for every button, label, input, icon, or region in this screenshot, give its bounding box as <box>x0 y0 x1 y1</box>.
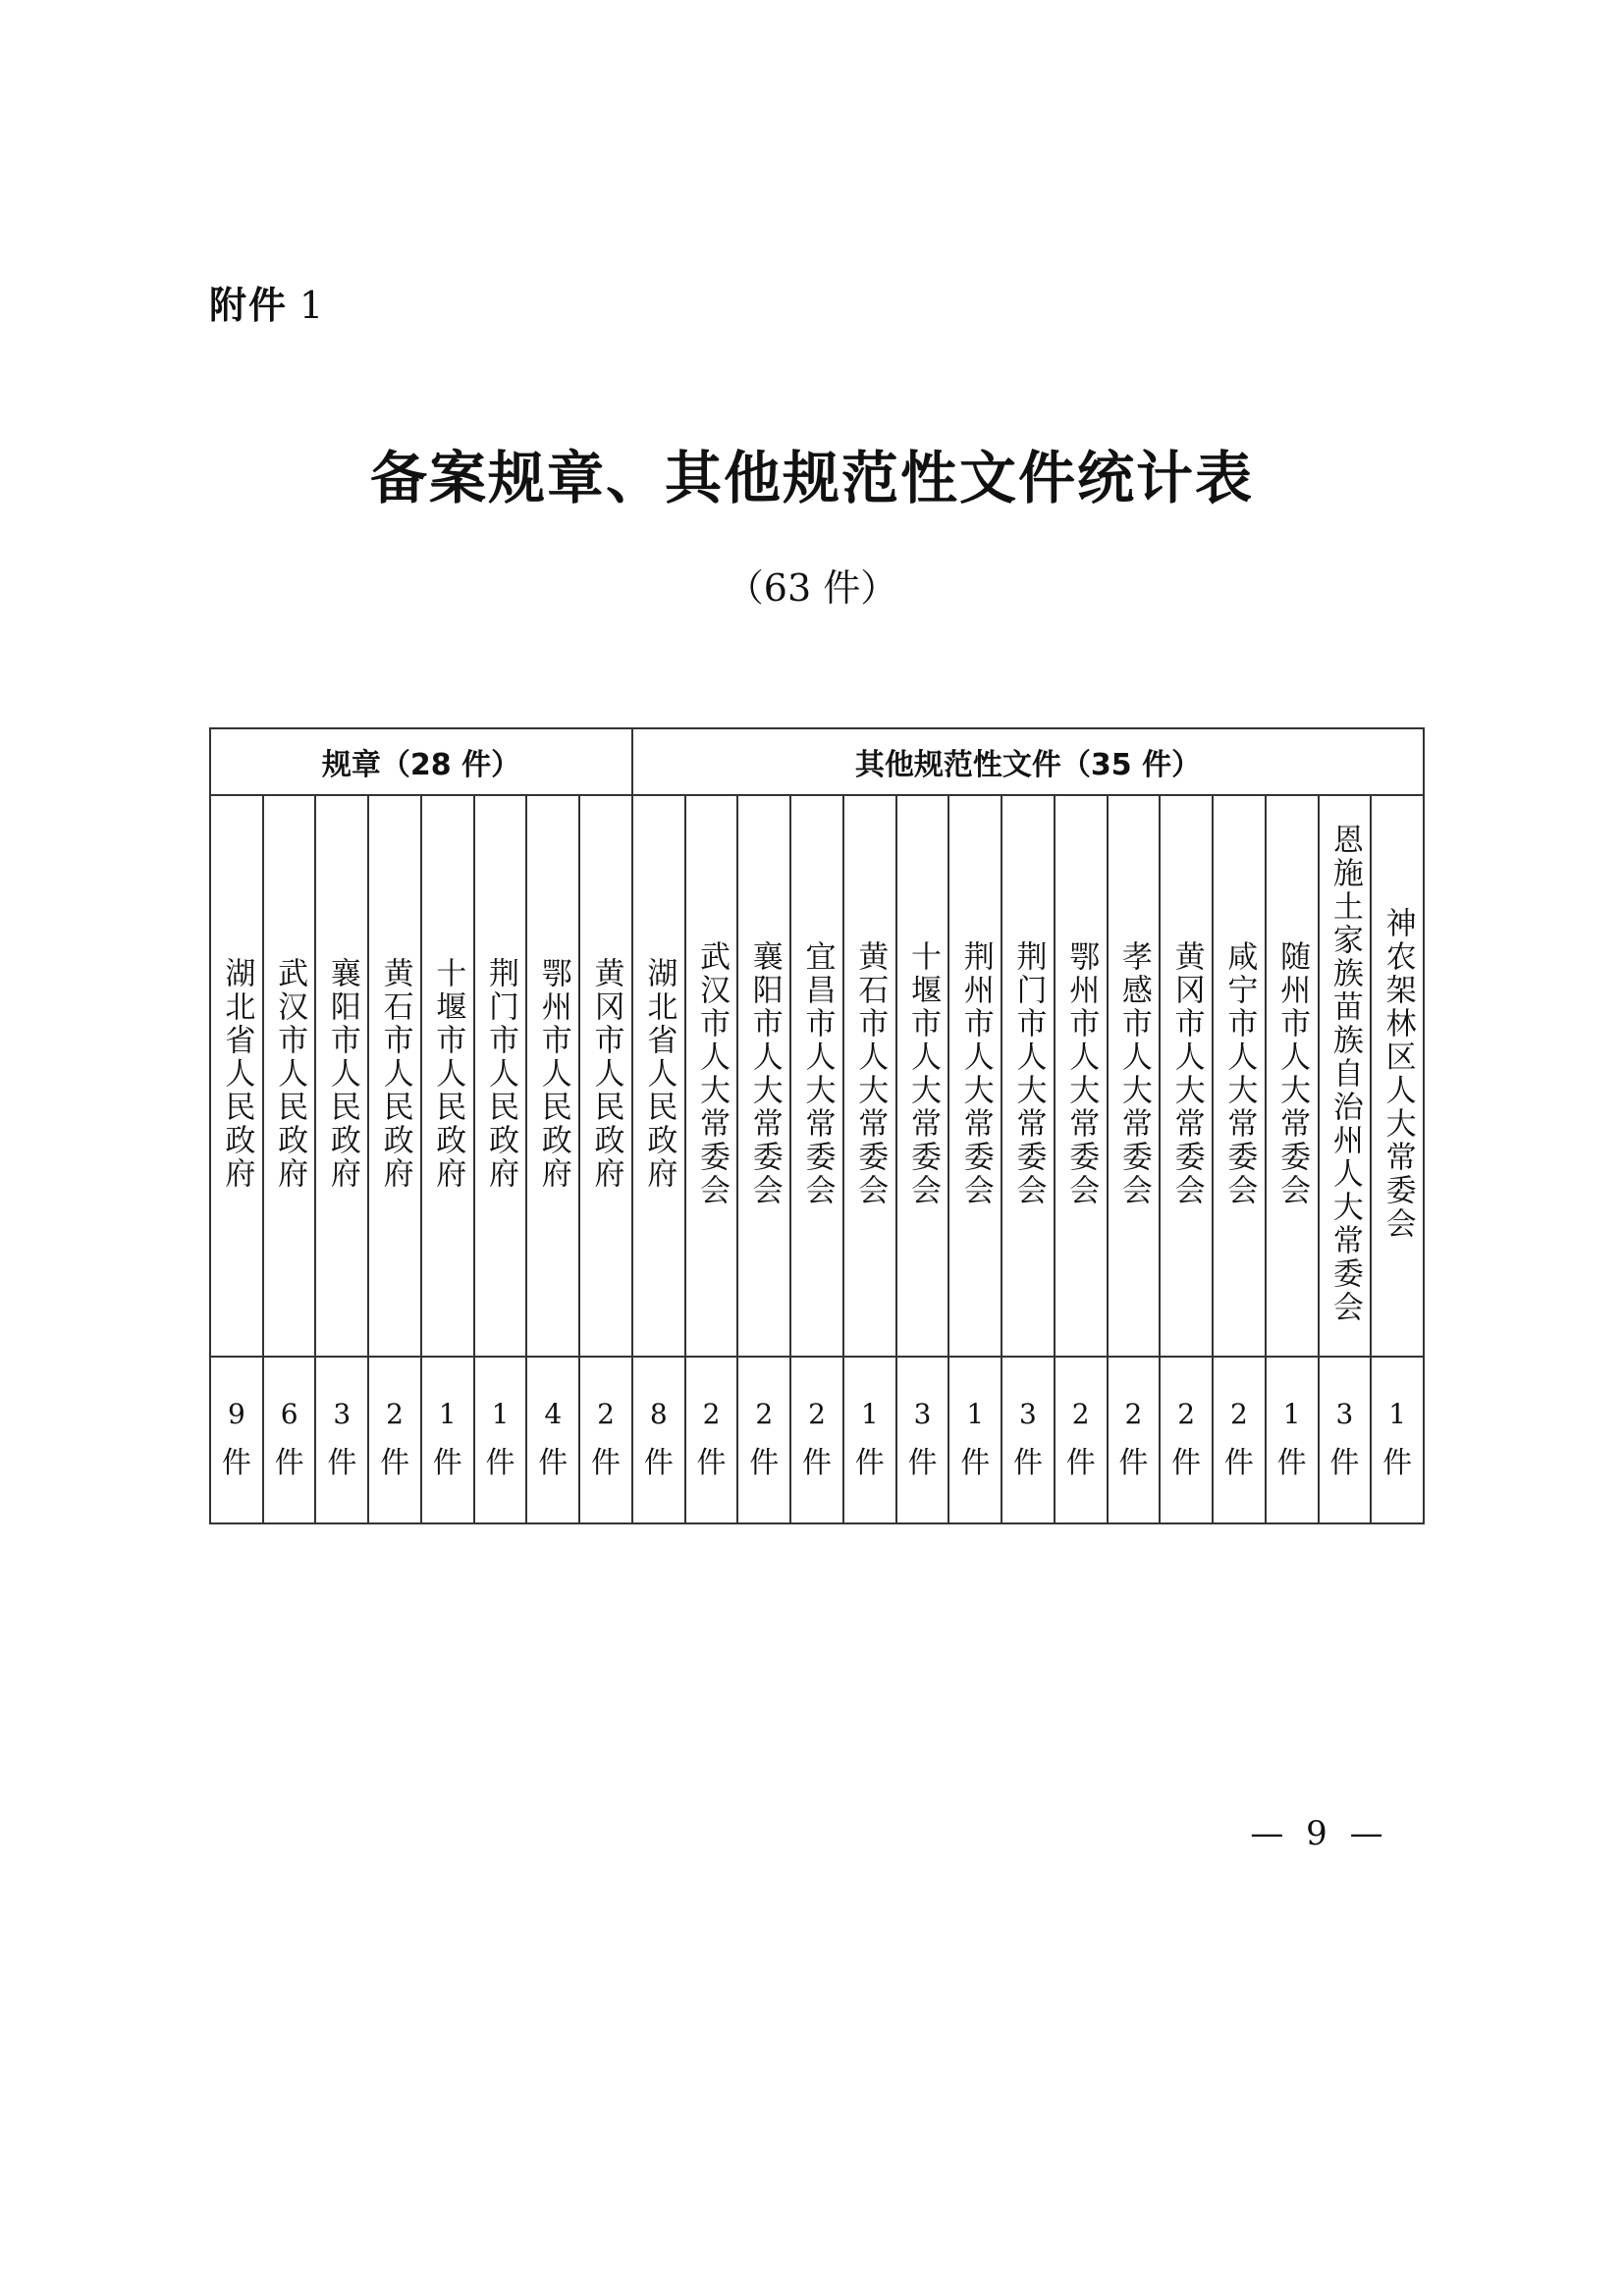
group-other-docs-header: 其他规范性文件（35 件） <box>632 728 1424 795</box>
org-name: 武汉市人大常委会 <box>694 940 731 1207</box>
count-unit: 件 <box>380 1446 410 1481</box>
org-name-cell <box>263 795 316 1357</box>
count-cell <box>1266 1357 1319 1523</box>
count-cell <box>1001 1357 1055 1523</box>
count-unit: 件 <box>802 1446 833 1481</box>
count-unit: 件 <box>960 1446 991 1481</box>
org-name: 荆门市人大常委会 <box>1010 940 1047 1207</box>
count-cell <box>263 1357 316 1523</box>
org-name: 随州市人大常委会 <box>1274 940 1311 1207</box>
count-cell <box>685 1357 738 1523</box>
org-name-cell <box>474 795 527 1357</box>
count-value: 3 <box>333 1398 352 1431</box>
org-name: 黄石市人大常委会 <box>852 940 889 1207</box>
count-cell <box>843 1357 896 1523</box>
org-name-cell <box>210 795 263 1357</box>
org-name-cell <box>315 795 368 1357</box>
count-cell <box>790 1357 843 1523</box>
count-unit: 件 <box>643 1446 674 1481</box>
org-name: 黄石市人民政府 <box>377 957 413 1191</box>
org-name: 湖北省人民政府 <box>219 957 255 1191</box>
count-cell <box>632 1357 685 1523</box>
count-unit: 件 <box>221 1446 251 1481</box>
page-subtitle: （63 件） <box>726 566 898 610</box>
count-unit: 件 <box>274 1446 304 1481</box>
org-name: 鄂州市人民政府 <box>535 957 571 1191</box>
count-unit: 件 <box>1171 1446 1202 1481</box>
org-name-cell <box>1266 795 1319 1357</box>
count-unit: 件 <box>591 1446 622 1481</box>
count-value: 2 <box>386 1398 404 1431</box>
org-name: 神农架林区人大常委会 <box>1380 907 1416 1241</box>
org-name-cell <box>790 795 843 1357</box>
org-name: 荆门市人民政府 <box>483 957 519 1191</box>
count-cell <box>1055 1357 1108 1523</box>
org-name-cell <box>368 795 421 1357</box>
org-name: 襄阳市人大常委会 <box>746 940 783 1207</box>
org-name: 咸宁市人大常委会 <box>1221 940 1258 1207</box>
org-name: 孝感市人大常委会 <box>1115 940 1152 1207</box>
org-name-cell <box>1371 795 1424 1357</box>
count-unit: 件 <box>907 1446 938 1481</box>
count-value: 3 <box>1019 1398 1037 1431</box>
count-cell <box>368 1357 421 1523</box>
org-name-cell <box>526 795 579 1357</box>
org-name: 襄阳市人民政府 <box>324 957 360 1191</box>
count-unit: 件 <box>1223 1446 1254 1481</box>
org-name-cell <box>421 795 474 1357</box>
org-name-cell <box>1055 795 1108 1357</box>
count-value: 2 <box>808 1398 826 1431</box>
page-number: — 9 — <box>1250 1814 1389 1853</box>
org-name: 鄂州市人大常委会 <box>1063 940 1100 1207</box>
org-name-cell <box>579 795 632 1357</box>
count-value: 1 <box>1282 1398 1301 1431</box>
count-value: 3 <box>913 1398 932 1431</box>
count-cell <box>1213 1357 1266 1523</box>
org-name-cell <box>896 795 949 1357</box>
count-cell <box>948 1357 1001 1523</box>
count-unit: 件 <box>1118 1446 1149 1481</box>
org-name-cell <box>1213 795 1266 1357</box>
org-name: 湖北省人民政府 <box>641 957 677 1191</box>
count-cell <box>1319 1357 1372 1523</box>
count-cell <box>579 1357 632 1523</box>
org-name: 武汉市人民政府 <box>272 957 308 1191</box>
count-value: 1 <box>966 1398 985 1431</box>
count-value: 1 <box>860 1398 879 1431</box>
org-name-cell <box>1001 795 1055 1357</box>
count-unit: 件 <box>1329 1446 1360 1481</box>
attachment-text: 附件 <box>209 284 289 327</box>
count-value: 1 <box>1388 1398 1407 1431</box>
count-cell <box>210 1357 263 1523</box>
count-cell <box>737 1357 790 1523</box>
count-cell <box>1108 1357 1161 1523</box>
count-value: 2 <box>755 1398 774 1431</box>
count-unit: 件 <box>432 1446 462 1481</box>
page-title: 备案规章、其他规范性文件统计表 <box>369 445 1254 511</box>
count-unit: 件 <box>1276 1446 1307 1481</box>
org-name-cell <box>737 795 790 1357</box>
count-cell <box>474 1357 527 1523</box>
count-value: 2 <box>1229 1398 1248 1431</box>
count-value: 9 <box>227 1398 245 1431</box>
count-value: 1 <box>438 1398 457 1431</box>
org-name-cell <box>1160 795 1213 1357</box>
count-unit: 件 <box>1012 1446 1043 1481</box>
org-name-cell <box>685 795 738 1357</box>
count-value: 2 <box>1177 1398 1196 1431</box>
count-value: 2 <box>702 1398 721 1431</box>
count-value: 6 <box>280 1398 298 1431</box>
group-header-row <box>210 728 1424 795</box>
count-cell <box>526 1357 579 1523</box>
organization-name-row <box>210 795 1424 1357</box>
count-row <box>210 1357 1424 1523</box>
count-value: 1 <box>491 1398 510 1431</box>
attachment-number: 1 <box>299 284 326 327</box>
org-name-cell <box>632 795 685 1357</box>
group-rules-header: 规章（28 件） <box>210 728 632 795</box>
count-unit: 件 <box>1382 1446 1413 1481</box>
count-unit: 件 <box>749 1446 780 1481</box>
org-name: 黄冈市人大常委会 <box>1168 940 1205 1207</box>
count-value: 2 <box>1124 1398 1143 1431</box>
count-unit: 件 <box>696 1446 727 1481</box>
org-name: 恩施土家族苗族自治州人大常委会 <box>1326 824 1363 1324</box>
org-name: 宜昌市人大常委会 <box>799 940 836 1207</box>
count-value: 2 <box>1071 1398 1090 1431</box>
count-cell <box>1160 1357 1213 1523</box>
count-cell <box>421 1357 474 1523</box>
count-value: 8 <box>649 1398 668 1431</box>
count-unit: 件 <box>1065 1446 1096 1481</box>
count-unit: 件 <box>854 1446 885 1481</box>
org-name: 黄冈市人民政府 <box>588 957 624 1191</box>
count-cell <box>896 1357 949 1523</box>
org-name: 十堰市人大常委会 <box>904 940 941 1207</box>
org-name-cell <box>1319 795 1372 1357</box>
count-cell <box>1371 1357 1424 1523</box>
count-value: 2 <box>597 1398 615 1431</box>
statistics-table <box>209 727 1425 1524</box>
org-name-cell <box>843 795 896 1357</box>
org-name: 十堰市人民政府 <box>430 957 466 1191</box>
attachment-label <box>209 275 325 329</box>
count-cell <box>315 1357 368 1523</box>
org-name-cell <box>1108 795 1161 1357</box>
count-unit: 件 <box>538 1446 568 1481</box>
count-unit: 件 <box>327 1446 357 1481</box>
count-unit: 件 <box>485 1446 515 1481</box>
count-value: 4 <box>544 1398 563 1431</box>
org-name-cell <box>948 795 1001 1357</box>
count-value: 3 <box>1335 1398 1354 1431</box>
org-name: 荆州市人大常委会 <box>957 940 994 1207</box>
